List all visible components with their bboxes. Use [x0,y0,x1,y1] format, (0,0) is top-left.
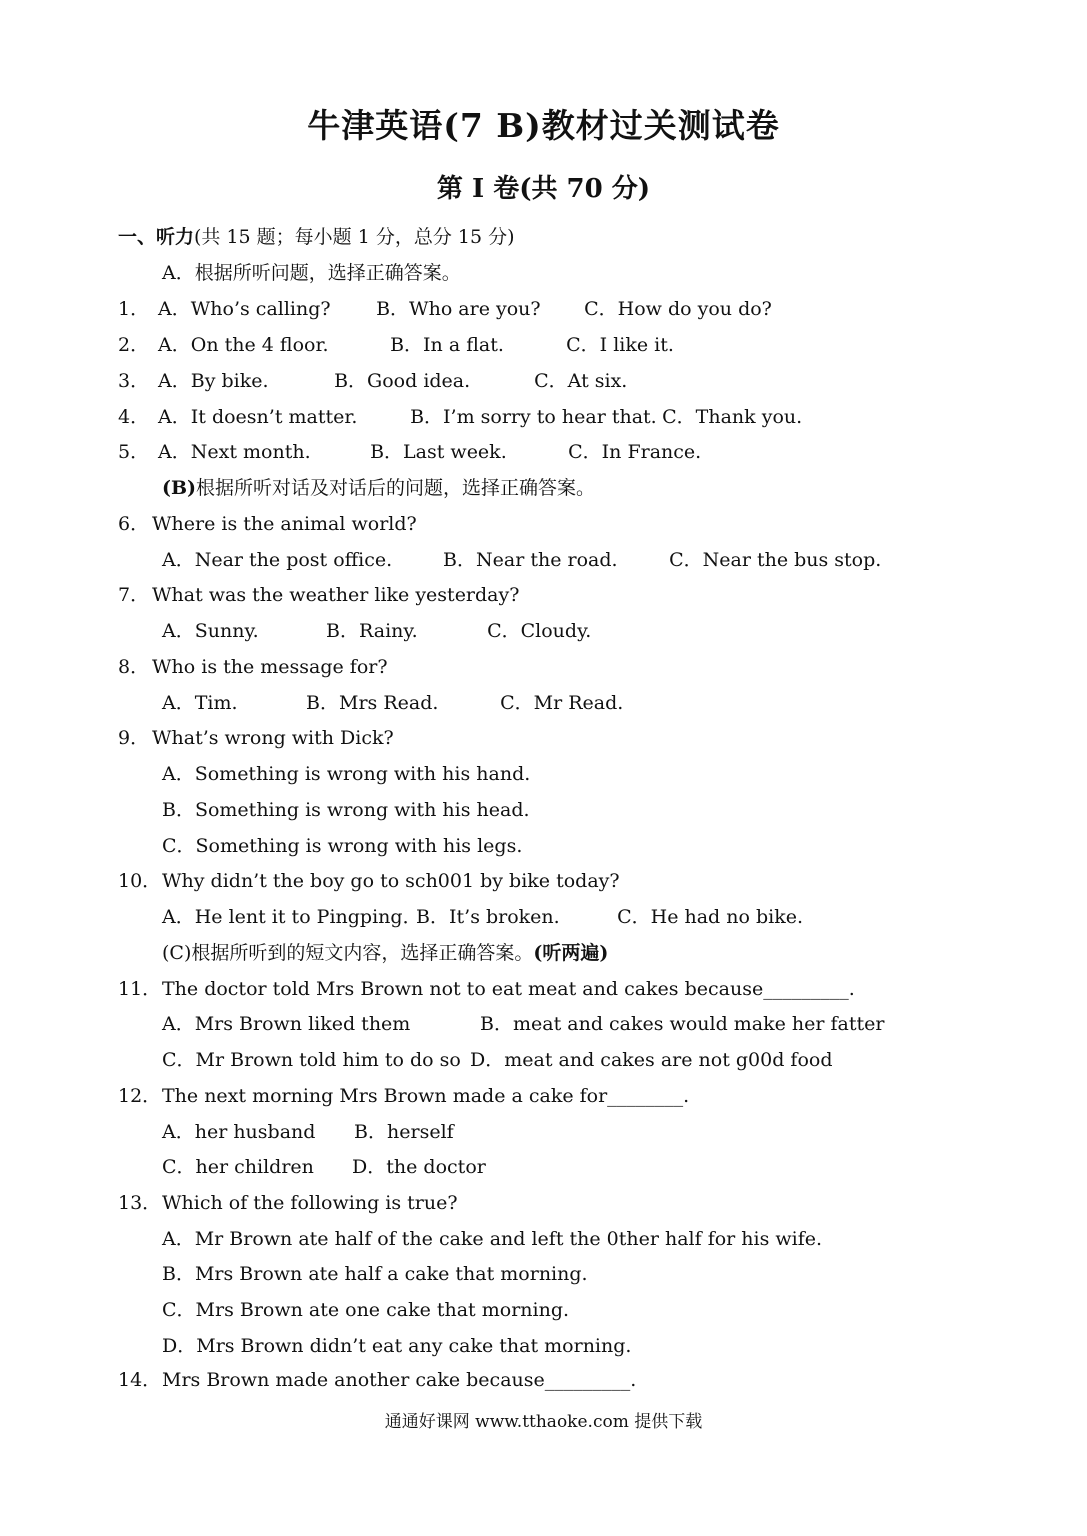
page-footer: 通通好课网 www.tthaoke.com 提供下载 [384,1412,703,1432]
question-6-options [162,548,881,572]
question-text: Who is the message for? [152,656,388,678]
option-a: A．Tim. [162,692,238,714]
page-title: 牛津英语(7 B)教材过关测试卷 [307,106,780,145]
question-4 [118,405,802,429]
section-heading-detail: (共 15 题；每小题 1 分，总分 15 分) [194,226,515,248]
option-b: B．Rainy. [326,620,418,642]
question-number: 10． [118,870,162,892]
option-d: D．the doctor [352,1156,486,1178]
question-2 [118,333,674,357]
option-a: A．Mrs Brown liked them [162,1013,411,1035]
option-d: D．meat and cakes are not g00d food [470,1049,833,1071]
option-a: A．Something is wrong with his hand. [162,763,531,785]
part-b-label: (B) [162,477,197,499]
option-c: C．He had no bike. [617,906,804,928]
question-8 [118,655,388,679]
question-number: 5． [118,441,150,463]
option-a: A．He lent it to Pingping． [162,906,422,928]
question-12-options-row1 [162,1120,454,1144]
option-b: B．It’s broken. [416,906,560,928]
question-text: What was the weather like yesterday? [152,584,520,606]
option-c: C．Thank you. [662,406,803,428]
option-a: A．Near the post office. [162,549,393,571]
question-number: 8． [118,656,150,678]
part-a-instruction: A．根据所听问题，选择正确答案。 [162,262,461,284]
question-12-options-row2 [162,1155,486,1179]
option-b: B．meat and cakes would make her fatter [480,1013,885,1035]
option-b: B．herself [354,1121,454,1143]
question-11-options-row2 [162,1048,833,1072]
page-subtitle: 第 I 卷(共 70 分) [436,174,651,204]
option-c: C．Near the bus stop. [669,549,882,571]
option-a: A．By bike. [158,370,269,392]
question-7 [118,583,519,607]
question-number: 6． [118,513,150,535]
option-c: C．In France. [568,441,702,463]
question-text: What’s wrong with Dick? [152,727,394,749]
question-14 [118,1368,636,1392]
option-a: A．her husband [162,1121,316,1143]
question-number: 13． [118,1192,162,1214]
option-d: D．Mrs Brown didn’t eat any cake that morning. [162,1335,632,1357]
question-number: 1． [118,298,150,320]
option-a: A．Sunny. [162,620,259,642]
question-13 [118,1191,458,1215]
option-b: B．Something is wrong with his head. [162,799,530,821]
question-text: Mrs Brown made another cake because_________. [162,1369,637,1391]
question-number: 7． [118,584,150,606]
part-c-text: (C)根据所听到的短文内容，选择正确答案。 [162,942,534,964]
option-b: B．I’m sorry to hear that. [410,406,657,428]
section-heading [118,225,515,249]
question-text: Where is the animal world? [152,513,417,535]
option-a: A．Next month. [158,441,311,463]
question-9 [118,726,394,750]
question-11-options-row1 [162,1012,884,1036]
option-c: C．Mr Brown told him to do so [162,1049,461,1071]
question-5 [118,440,701,464]
option-c: C．her children [162,1156,314,1178]
section-heading-label: 一、听力 [118,226,195,248]
option-c: C．At six. [534,370,628,392]
option-b: B．In a flat. [390,334,504,356]
question-10-options [162,905,803,929]
question-number: 2． [118,334,150,356]
question-number: 14． [118,1369,162,1391]
option-b: B．Good idea. [334,370,471,392]
question-10 [118,869,620,893]
question-text: Which of the following is true? [162,1192,458,1214]
part-b-text: 根据所听对话及对话后的问题，选择正确答案。 [196,477,596,499]
option-a: A．It doesn’t matter. [158,406,358,428]
question-1 [118,297,772,321]
option-c: C．I like it. [566,334,674,356]
question-12 [118,1084,689,1108]
question-text: Why didn’t the boy go to sch001 by bike today? [162,870,620,892]
option-c: C．How do you do? [584,298,772,320]
option-b: B．Mrs Read. [306,692,439,714]
question-7-options [162,619,591,643]
option-a: A．On the 4 floor. [158,334,329,356]
option-c: C．Mrs Brown ate one cake that morning. [162,1299,570,1321]
question-number: 11． [118,978,162,1000]
option-a: A．Who’s calling? [158,298,331,320]
option-b: B．Near the road. [443,549,618,571]
question-number: 4． [118,406,150,428]
option-b: B．Mrs Brown ate half a cake that morning. [162,1263,588,1285]
question-text: The next morning Mrs Brown made a cake for________. [162,1085,690,1107]
question-6 [118,512,417,536]
question-8-options [162,691,623,715]
question-11 [118,977,855,1001]
question-3 [118,369,627,393]
option-c: C．Mr Read. [500,692,624,714]
part-c-instruction [162,941,608,965]
option-b: B．Last week. [370,441,507,463]
option-c: C．Cloudy. [487,620,592,642]
part-c-note: (听两遍) [533,942,609,964]
option-b: B．Who are you? [376,298,541,320]
question-text: The doctor told Mrs Brown not to eat meat and cakes because_________. [162,978,855,1000]
question-number: 3． [118,370,150,392]
option-a: A．Mr Brown ate half of the cake and left the 0ther half for his wife. [162,1228,823,1250]
option-c: C．Something is wrong with his legs. [162,835,523,857]
question-number: 12． [118,1085,162,1107]
question-number: 9． [118,727,150,749]
part-b-instruction [162,476,595,500]
